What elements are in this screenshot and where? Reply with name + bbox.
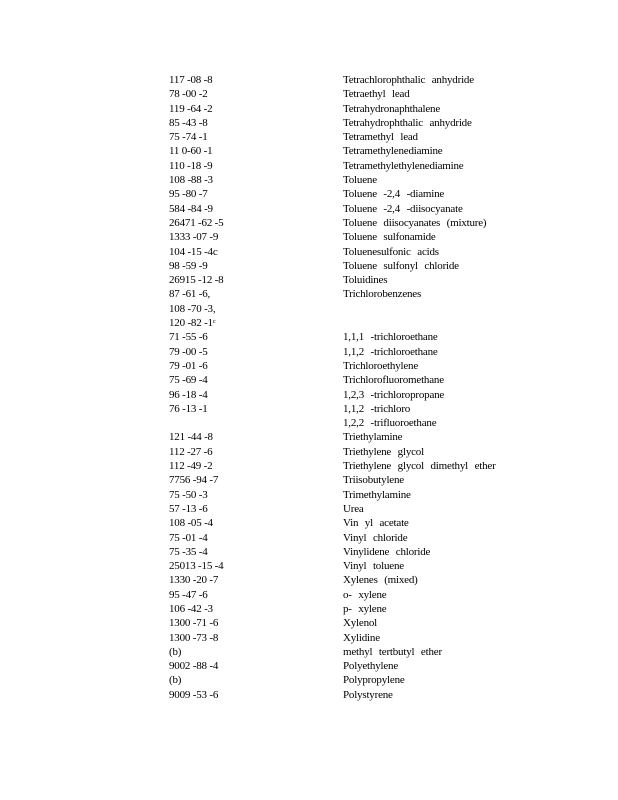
chemical-row xyxy=(0,573,618,587)
cas-number: 112 -27 -6 xyxy=(169,445,213,458)
chemical-row xyxy=(0,402,618,416)
chemical-name: Toluene sulfonyl chloride xyxy=(343,259,459,272)
chemical-name: 1,1,2 -trichloroethane xyxy=(343,345,438,358)
cas-number: 104 -15 -4c xyxy=(169,245,218,258)
chemical-name: Tetramethyl lead xyxy=(343,131,418,144)
cas-number: 7756 -94 -7 xyxy=(169,474,219,487)
chemical-name: 1,2,3 -trichloropropane xyxy=(343,388,445,401)
chemical-name: 1,1,1 -trichloroethane xyxy=(343,331,438,344)
chemical-name: Tetraethyl lead xyxy=(343,88,410,101)
chemical-row xyxy=(0,159,618,173)
chemical-row xyxy=(0,445,618,459)
cas-number: 75 -74 -1 xyxy=(169,131,208,144)
chemical-row xyxy=(0,273,618,287)
chemical-row xyxy=(0,430,618,444)
chemical-name: Tetramethylethylenediamine xyxy=(343,159,464,172)
chemical-row xyxy=(0,302,618,316)
cas-number: 9002 -88 -4 xyxy=(169,660,219,673)
chemical-row xyxy=(0,316,618,330)
chemical-row xyxy=(0,245,618,259)
chemical-name: Triethylamine xyxy=(343,431,403,444)
chemical-name: 1,2,2 -trifluoroethane xyxy=(343,417,437,430)
cas-number: 75 -69 -4 xyxy=(169,374,208,387)
cas-number: 584 -84 -9 xyxy=(169,202,213,215)
chemical-name: Vinyl toluene xyxy=(343,560,404,573)
cas-number: 98 -59 -9 xyxy=(169,259,208,272)
chemical-row xyxy=(0,87,618,101)
chemical-row xyxy=(0,388,618,402)
cas-number: 95 -80 -7 xyxy=(169,188,208,201)
chemical-row xyxy=(0,259,618,273)
cas-number: 75 -35 -4 xyxy=(169,545,208,558)
cas-number: 26915 -12 -8 xyxy=(169,274,224,287)
cas-number: 96 -18 -4 xyxy=(169,388,208,401)
chemical-row xyxy=(0,645,618,659)
chemical-row xyxy=(0,416,618,430)
chemical-row xyxy=(0,144,618,158)
cas-number: 106 -42 -3 xyxy=(169,602,213,615)
chemical-row xyxy=(0,588,618,602)
cas-number: 85 -43 -8 xyxy=(169,116,208,129)
chemical-name: Tetrachlorophthalic anhydride xyxy=(343,74,474,86)
cas-number: 26471 -62 -5 xyxy=(169,216,224,229)
chemical-name: Toluene diisocyanates (mixture) xyxy=(343,216,487,229)
chemical-row xyxy=(0,102,618,116)
chemical-row xyxy=(0,230,618,244)
chemical-name: Vin yl acetate xyxy=(343,517,409,530)
chemical-row xyxy=(0,359,618,373)
cas-number: 108 -70 -3, xyxy=(169,302,216,315)
chemical-row xyxy=(0,130,618,144)
chemical-row xyxy=(0,531,618,545)
chemical-row xyxy=(0,688,618,702)
cas-number: 1300 -73 -8 xyxy=(169,631,219,644)
chemical-row xyxy=(0,287,618,301)
chemical-row xyxy=(0,559,618,573)
chemical-name: Toluene xyxy=(343,174,377,187)
cas-number: 87 -61 -6, xyxy=(169,288,211,301)
chemical-name: Trichlorofluoromethane xyxy=(343,374,444,387)
cas-number: 75 -01 -4 xyxy=(169,531,208,544)
chemical-name: Toluene -2,4 -diamine xyxy=(343,188,445,201)
cas-number: 108 -05 -4 xyxy=(169,517,213,530)
cas-number: 76 -13 -1 xyxy=(169,402,208,415)
chemical-row xyxy=(0,330,618,344)
chemical-row xyxy=(0,373,618,387)
chemical-name: Polystyrene xyxy=(343,688,393,701)
cas-number: 71 -55 -6 xyxy=(169,331,208,344)
cas-number: 1330 -20 -7 xyxy=(169,574,219,587)
cas-number: 1333 -07 -9 xyxy=(169,231,219,244)
cas-number: 79 -01 -6 xyxy=(169,359,208,372)
chemical-name: Toluenesulfonic acids xyxy=(343,245,439,258)
chemical-row xyxy=(0,545,618,559)
chemical-row xyxy=(0,602,618,616)
chemical-name: Tetramethylenediamine xyxy=(343,145,443,158)
chemical-name: methyl tertbutyl ether xyxy=(343,645,442,658)
chemical-row xyxy=(0,73,618,87)
chemical-name: Polyethylene xyxy=(343,660,399,673)
chemical-list xyxy=(0,73,618,702)
chemical-name: 1,1,2 -trichloro xyxy=(343,402,411,415)
cas-number: 78 -00 -2 xyxy=(169,88,208,101)
chemical-row xyxy=(0,659,618,673)
chemical-row xyxy=(0,202,618,216)
chemical-name: Triethylene glycol dimethyl ether xyxy=(343,460,496,473)
chemical-row xyxy=(0,187,618,201)
chemical-name: Trichloroethylene xyxy=(343,359,419,372)
cas-number: 9009 -53 -6 xyxy=(169,688,219,701)
chemical-name: Urea xyxy=(343,502,364,515)
chemical-row xyxy=(0,173,618,187)
chemical-name: Xylenol xyxy=(343,617,378,630)
chemical-row xyxy=(0,116,618,130)
cas-number: 121 -44 -8 xyxy=(169,431,213,444)
chemical-name: Tetrahydronaphthalene xyxy=(343,102,441,115)
chemical-row xyxy=(0,502,618,516)
chemical-name: Tetrahydrophthalic anhydride xyxy=(343,116,472,129)
chemical-row xyxy=(0,473,618,487)
chemical-name: o- xylene xyxy=(343,588,387,601)
cas-number: (b) xyxy=(169,645,182,658)
chemical-name: Triisobutylene xyxy=(343,474,404,487)
chemical-row xyxy=(0,673,618,687)
cas-number: 75 -50 -3 xyxy=(169,488,208,501)
chemical-row xyxy=(0,459,618,473)
cas-number: 120 -82 -1ᶜ xyxy=(169,317,216,330)
cas-number: 79 -00 -5 xyxy=(169,345,208,358)
cas-number: 119 -64 -2 xyxy=(169,102,213,115)
chemical-name: Vinylidene chloride xyxy=(343,545,431,558)
cas-number: 1300 -71 -6 xyxy=(169,617,219,630)
chemical-row xyxy=(0,216,618,230)
chemical-name: Vinyl chloride xyxy=(343,531,408,544)
chemical-name: Trimethylamine xyxy=(343,488,411,501)
cas-number: 11 0-60 -1 xyxy=(169,145,213,158)
chemical-name: Xylenes (mixed) xyxy=(343,574,418,587)
chemical-name: Xylidine xyxy=(343,631,380,644)
chemical-name: Toluidines xyxy=(343,274,388,287)
chemical-name: Toluene sulfonamide xyxy=(343,231,436,244)
cas-number: 25013 -15 -4 xyxy=(169,560,224,573)
chemical-row xyxy=(0,345,618,359)
cas-number: 108 -88 -3 xyxy=(169,174,213,187)
chemical-name: Triethylene glycol xyxy=(343,445,424,458)
cas-number: 110 -18 -9 xyxy=(169,159,213,172)
cas-number: (b) xyxy=(169,674,182,687)
chemical-row xyxy=(0,516,618,530)
cas-number: 57 -13 -6 xyxy=(169,502,208,515)
chemical-name: p- xylene xyxy=(343,602,387,615)
chemical-row xyxy=(0,616,618,630)
cas-number: 112 -49 -2 xyxy=(169,460,213,473)
chemical-name: Trichlorobenzenes xyxy=(343,288,422,301)
chemical-name: Polypropylene xyxy=(343,674,405,687)
cas-number: 95 -47 -6 xyxy=(169,588,208,601)
chemical-row xyxy=(0,631,618,645)
cas-number: 117 -08 -8 xyxy=(169,74,213,86)
chemical-row xyxy=(0,488,618,502)
chemical-name: Toluene -2,4 -diisocyanate xyxy=(343,202,463,215)
